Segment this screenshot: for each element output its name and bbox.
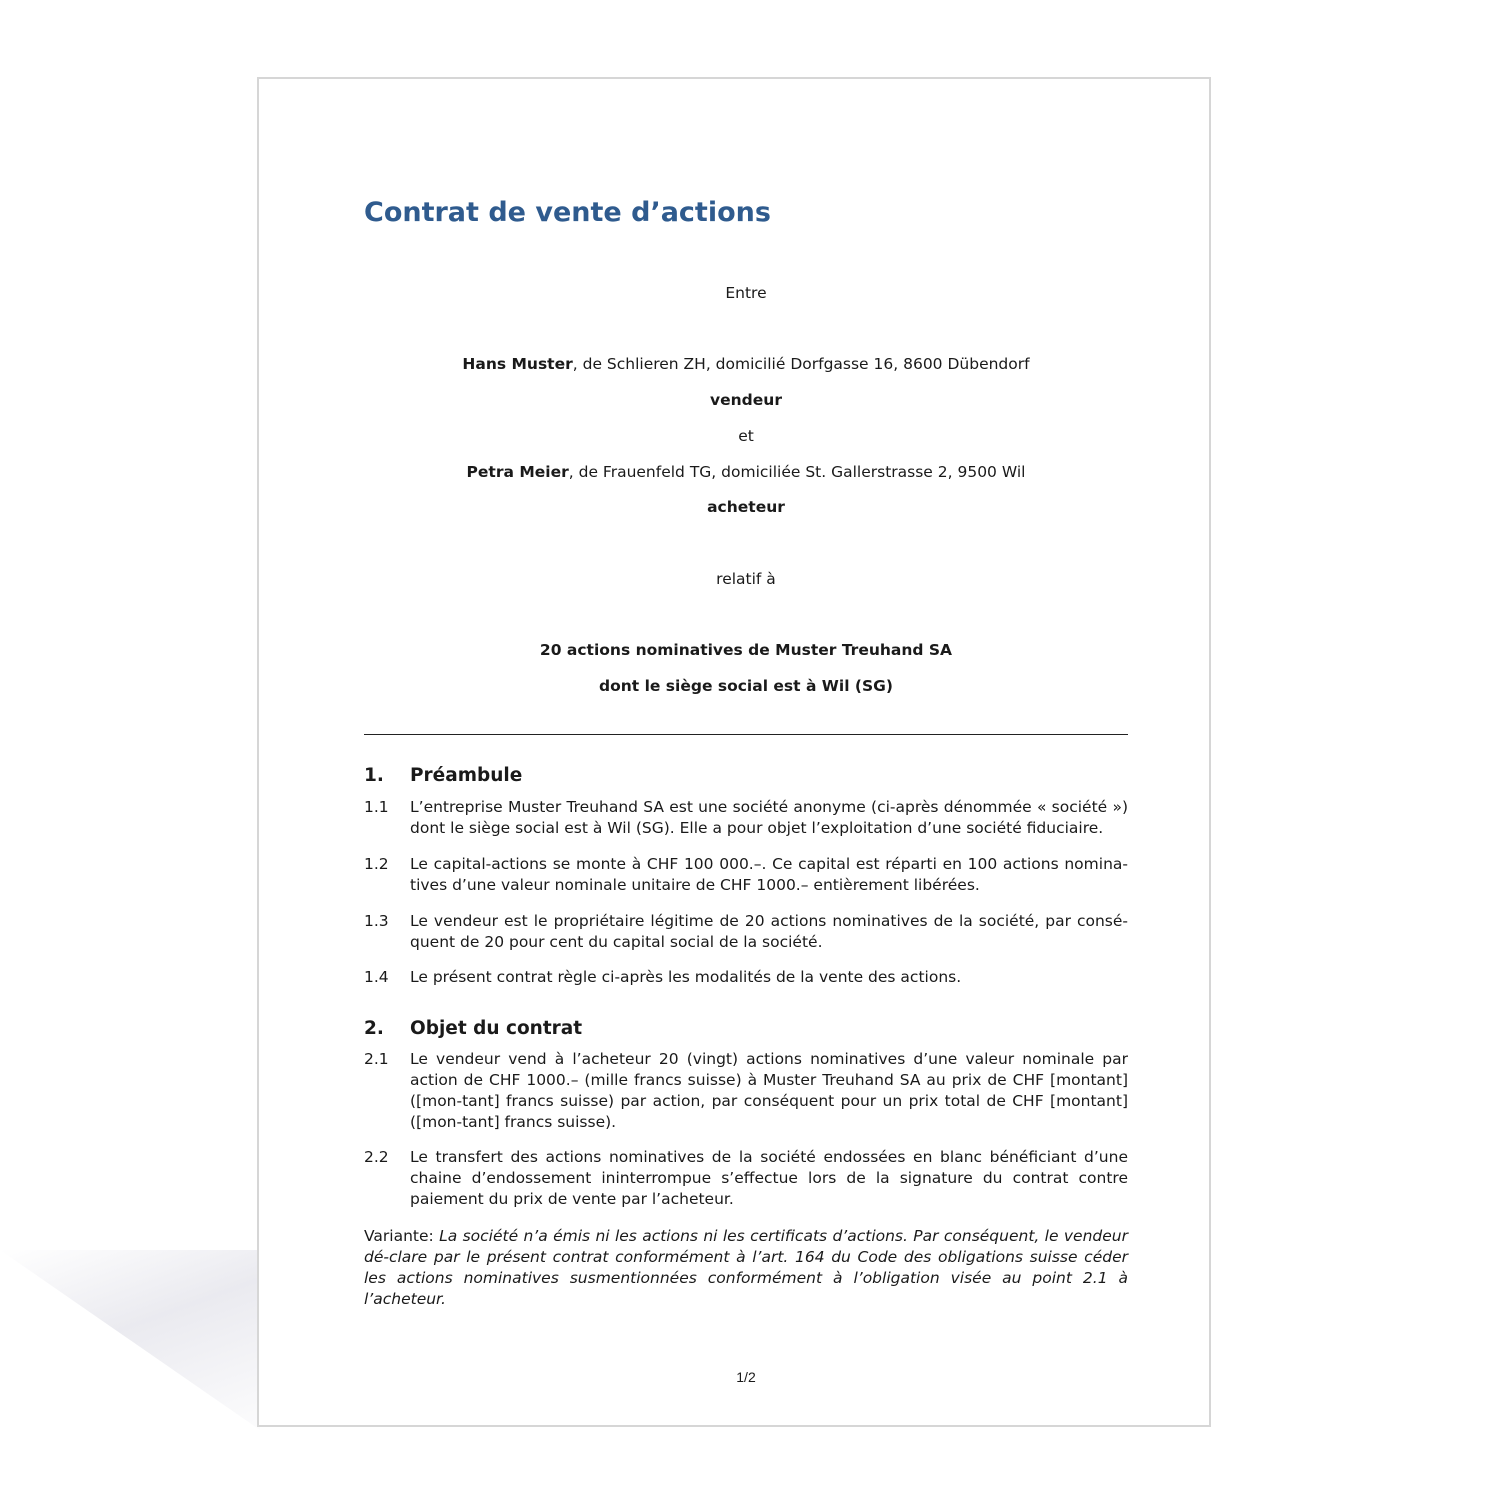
paragraph-text: Le vendeur vend à l’acheteur 20 (vingt) actions nominatives d’une valeur nominale par action de CHF 1000.– (mille francs suisse) à Muster Treuhand SA au prix de CHF [montant] ([mon-tant] francs suisse) par action, par conséquent pour un prix total de CHF [montant] ([mon-tant] francs suisse). — [410, 1050, 1128, 1131]
between-label: Entre — [725, 284, 767, 302]
seller-role: vendeur — [710, 391, 782, 409]
separator-rule — [364, 734, 1128, 735]
paragraph-number: 1.3 — [364, 912, 389, 930]
paragraph-number: 1.2 — [364, 855, 389, 873]
variant-label: Variante: — [364, 1227, 434, 1245]
paragraph-text: Le capital-actions se monte à CHF 100 000.–. Ce capital est réparti en 100 actions nomina-tives d’une valeur nominale unitaire de CHF 1000.– entièrement libérées. — [410, 855, 1128, 894]
and-label: et — [738, 427, 754, 445]
paragraph-1-2 — [364, 854, 1128, 896]
section-number: 2. — [364, 1018, 384, 1039]
paragraph-number: 1.4 — [364, 968, 389, 986]
paragraph-1-3 — [364, 911, 1128, 953]
seller-line — [364, 355, 1128, 373]
seller-name: Hans Muster — [462, 355, 573, 373]
paragraph-2-1 — [364, 1049, 1128, 1133]
seller-details: , de Schlieren ZH, domicilié Dorfgasse 16, 8600 Dübendorf — [572, 355, 1030, 373]
paragraph-text: L’entreprise Muster Treuhand SA est une société anonyme (ci-après dénommée « société ») dont le siège social est à Wil (SG). Elle a pour objet l’exploitation d’une société fiduciaire. — [410, 798, 1128, 837]
paragraph-text: Le présent contrat règle ci-après les modalités de la vente des actions. — [410, 968, 962, 986]
section-number: 1. — [364, 765, 384, 786]
paragraph-number: 2.1 — [364, 1050, 389, 1068]
paragraph-2-2 — [364, 1147, 1128, 1210]
section-title: Objet du contrat — [410, 1018, 583, 1039]
relative-label: relatif à — [716, 570, 776, 588]
buyer-name: Petra Meier — [466, 463, 569, 481]
section-title: Préambule — [410, 765, 523, 786]
paragraph-number: 1.1 — [364, 798, 389, 816]
paragraph-number: 2.2 — [364, 1148, 389, 1166]
subject-line-1: 20 actions nominatives de Muster Treuhand SA — [539, 641, 953, 659]
page-shadow — [0, 1250, 260, 1430]
paragraph-1-1 — [364, 797, 1128, 839]
paragraph-text: Le vendeur est le propriétaire légitime de 20 actions nominatives de la société, par consé-quent de 20 pour cent du capital social de la société. — [410, 912, 1128, 951]
variant-note — [364, 1226, 1128, 1310]
buyer-role: acheteur — [707, 498, 785, 516]
paragraph-text: Le transfert des actions nominatives de la société endossées en blanc bénéficiant d’une chaine d’endossement ininterrompue s’effectue lors de la signature du contrat contre paiement du prix de vente par l’acheteur. — [410, 1148, 1128, 1208]
document-page — [257, 77, 1211, 1427]
paragraph-1-4 — [364, 967, 1128, 988]
buyer-details: , de Frauenfeld TG, domiciliée St. Gallerstrasse 2, 9500 Wil — [568, 463, 1026, 481]
section-heading-1 — [364, 765, 522, 786]
variant-text: La société n’a émis ni les actions ni les certificats d’actions. Par conséquent, le vendeur dé-clare par le présent contrat conformément à l’art. 164 du Code des obligations suisse céder les actions nominatives susmentionnées conformément à l’obligation visée au point 2.1 à l’acheteur. — [364, 1227, 1128, 1308]
section-heading-2 — [364, 1018, 582, 1039]
page-number: 1/2 — [736, 1369, 756, 1385]
subject-line-2: dont le siège social est à Wil (SG) — [599, 677, 893, 695]
buyer-line — [364, 463, 1128, 481]
document-title: Contrat de vente d’actions — [364, 197, 771, 228]
